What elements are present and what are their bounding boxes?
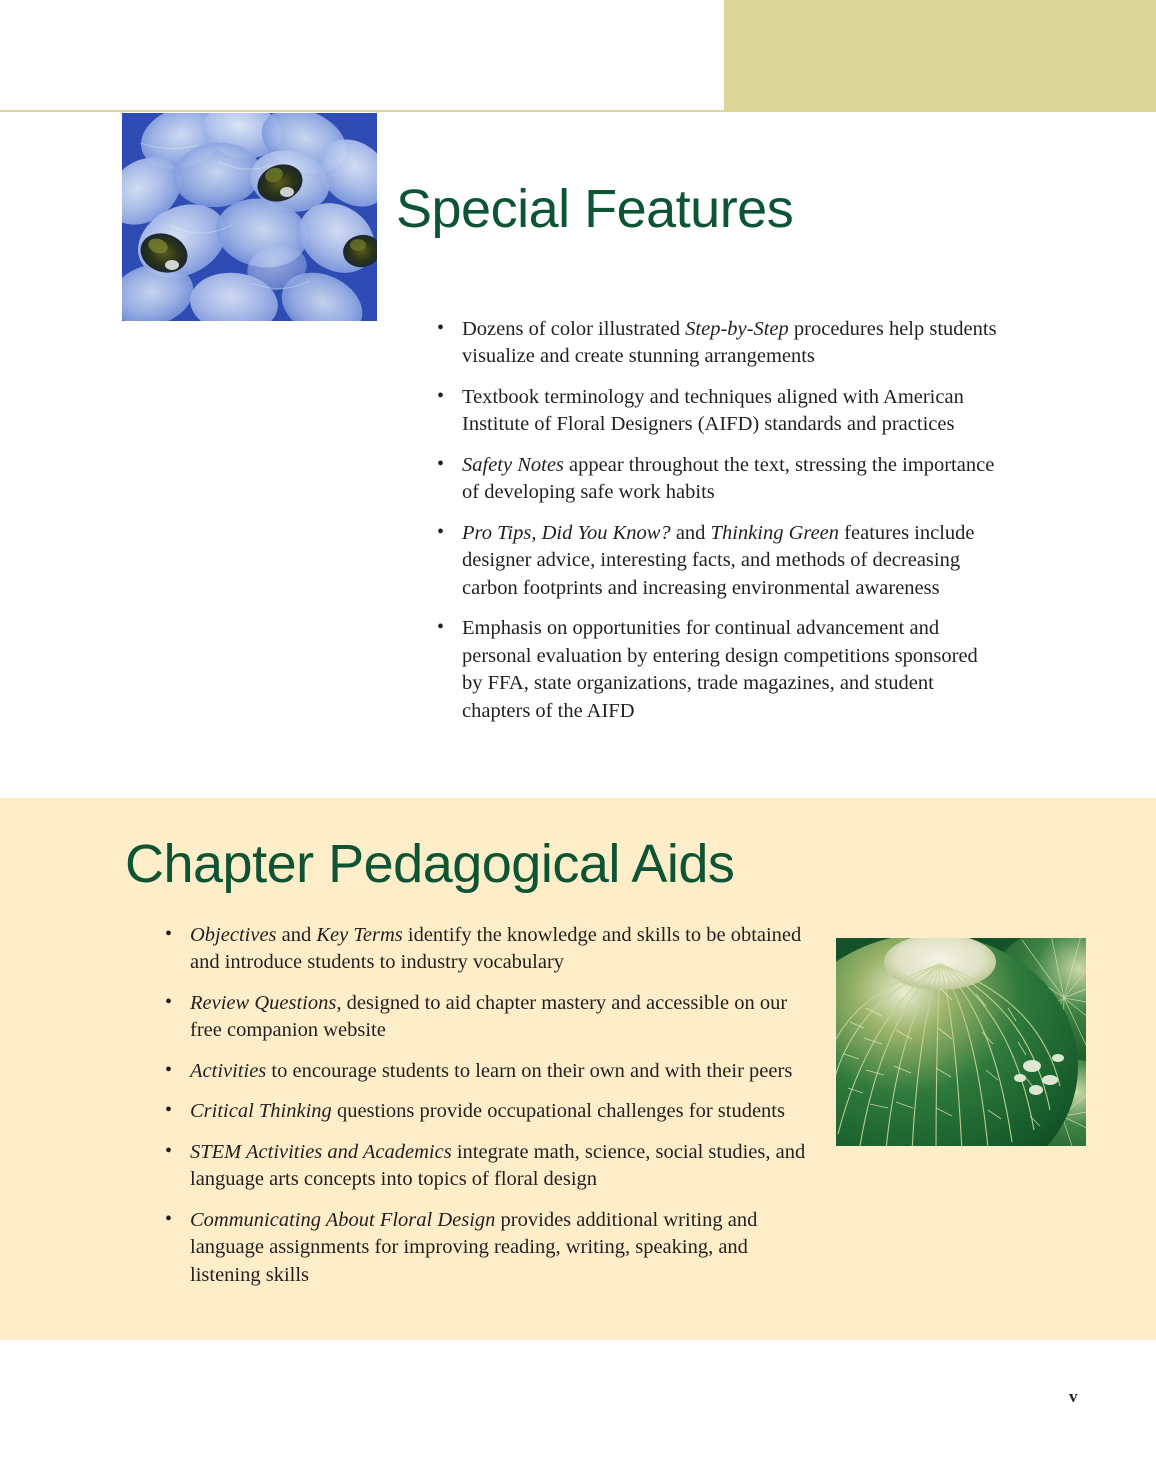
list-item: • Critical Thinking questions provide occupational challenges for students xyxy=(160,1098,810,1125)
header-khaki-rule xyxy=(0,110,724,112)
special-features-bullet-list xyxy=(432,316,997,738)
page-title-special-features: Special Features xyxy=(396,179,794,239)
golden-barrel-cactus-photo xyxy=(836,938,1086,1146)
list-item: • Review Questions, designed to aid chapter mastery and accessible on our free companion website xyxy=(160,990,810,1045)
page-title-chapter-pedagogical-aids: Chapter Pedagogical Aids xyxy=(125,834,735,894)
header-khaki-block xyxy=(724,0,1156,112)
list-item: • Pro Tips, Did You Know? and Thinking Green features include designer advice, interesting facts, and methods of decreasing carbon footprints and increasing environmental awareness xyxy=(432,520,997,602)
list-item: • Safety Notes appear throughout the text, stressing the importance of developing safe work habits xyxy=(432,452,997,507)
pedagogical-aids-bullet-list xyxy=(160,922,810,1302)
page-number: v xyxy=(1069,1387,1078,1406)
blue-delphinium-flowers-photo xyxy=(122,113,377,321)
list-item: • Activities to encourage students to learn on their own and with their peers xyxy=(160,1058,810,1085)
list-item: • Textbook terminology and techniques aligned with American Institute of Floral Designers (AIFD) standards and practices xyxy=(432,384,997,439)
list-item: • Dozens of color illustrated Step-by-Step procedures help students visualize and create stunning arrangements xyxy=(432,316,997,371)
list-item: • Objectives and Key Terms identify the knowledge and skills to be obtained and introduce students to industry vocabulary xyxy=(160,922,810,977)
list-item: • STEM Activities and Academics integrate math, science, social studies, and language arts concepts into topics of floral design xyxy=(160,1139,810,1194)
list-item: • Communicating About Floral Design provides additional writing and language assignments for improving reading, writing, speaking, and listening skills xyxy=(160,1207,810,1289)
list-item: • Emphasis on opportunities for continual advancement and personal evaluation by entering design competitions sponsored by FFA, state organizations, trade magazines, and student chapters of the AIFD xyxy=(432,615,997,725)
